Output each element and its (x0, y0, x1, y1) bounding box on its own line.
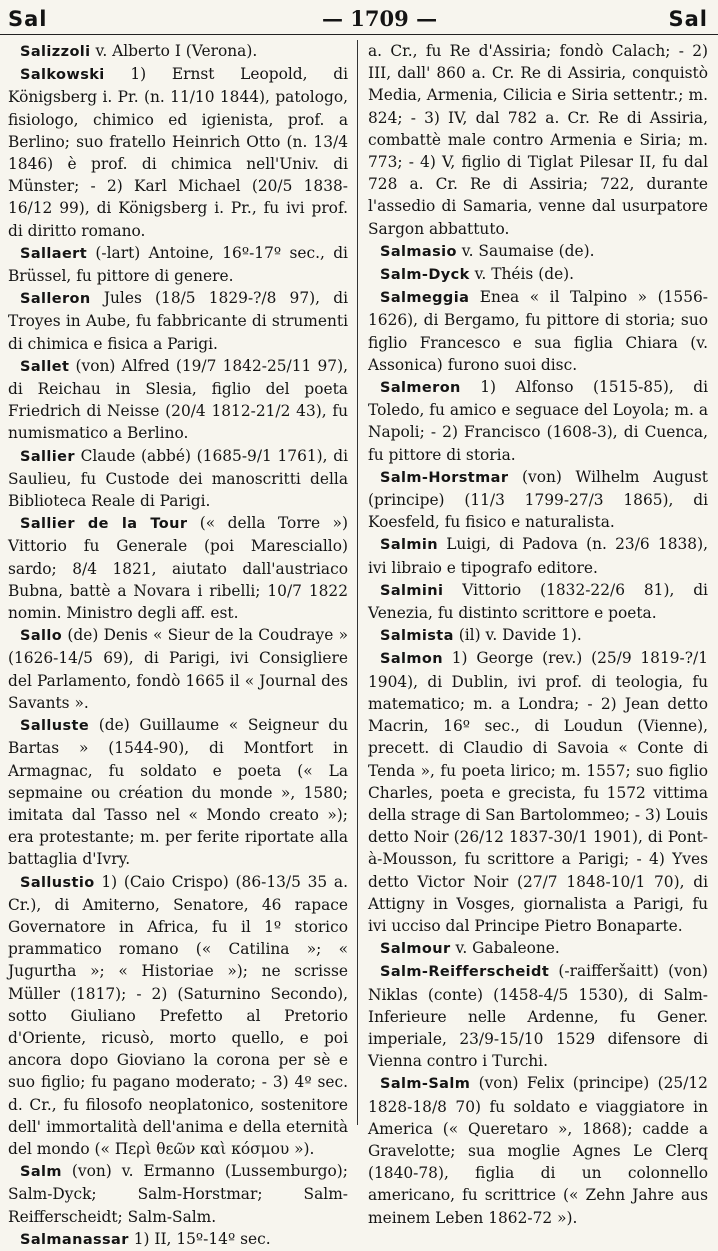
dictionary-entry (368, 624, 708, 647)
entry-text: Claude (abbé) (1685-9/1 1761), di Saulieu, fu Custode dei manoscritti della Biblioteca Reale di Parigi. (8, 446, 348, 511)
entry-text: (de) Guillaume « Seigneur du Bartas » (1544-90), di Montfort in Armagnac, fu soldato e poeta (« La sepmaine ou création du monde », 1580; imitata dal Tasso nel « Mondo creato »); era protestante; m. per ferite riportate alla battaglia d'Ivry. (8, 716, 348, 869)
entry-text: (von) Felix (principe) (25/12 1828-18/8 70) fu soldato e viaggiatore in America (« Queretaro », 1868); cadde a Gravelotte; sua moglie Agnes Le Clerq (1840-78), figlia di un colonnello americano, fu scrittrice (« Zehn Jahre aus meinem Leben 1862-72 »). (368, 1074, 708, 1227)
dictionary-entry (368, 1072, 708, 1228)
entry-headword: Sallustio (20, 874, 95, 891)
entry-text: Jules (18/5 1829-?/8 97), di Troyes in Aube, fu fabbricante di strumenti di chimica e fisica a Parigi. (8, 289, 348, 353)
dictionary-entry (8, 40, 348, 63)
entry-headword: Sallaert (20, 245, 88, 262)
entry-headword: Salm-Salm (380, 1076, 471, 1093)
entry-headword: Salizzoli (20, 44, 91, 60)
entry-headword: Salmini (380, 582, 444, 599)
entry-headword: Sallier (20, 448, 75, 465)
entry-text: 1) George (rev.) (25/9 1819-?/1 1904), di Dublin, ivi prof. di teologia, fu matematico; m. a Londra; - 2) Jean detto Macrin, 16º sec., di Loudun (Vienne), precett. di Claudio di Savoia « Conte di Tenda », fu poeta lirico; m. 1557; suo figlio Charles, poeta e grecista, fu 1572 vittima della strage di San Bartolommeo; - 3) Louis detto Noir (26/12 1837-30/1 1901), di Pont-à-Mousson, fu scrittore a Parigi; - 4) Yves detto Victor Noir (27/7 1848-10/1 70), di Attigny in Vosges, giornalista a Parigi, fu ivi ucciso dal Principe Pietro Bonaparte. (368, 649, 708, 935)
dictionary-entry (8, 445, 348, 513)
dictionary-entry (8, 63, 348, 242)
right-column (368, 40, 708, 1227)
entry-text: (von) Alfred (19/7 1842-25/11 97), di Reichau in Slesia, figlio del poeta Friedrich di Neisse (20/4 1812-21/2 43), fu numismatico a Berlino. (8, 356, 348, 443)
entry-text: (de) Denis « Sieur de la Coudraye » (1626-14/5 69), di Parigi, ivi Consigliere del Parlamento, fondò 1665 il « Journal des Savants ». (8, 626, 348, 712)
dictionary-entry (368, 263, 708, 286)
dictionary-entry (8, 871, 348, 1161)
dictionary-entry (368, 286, 708, 376)
entry-headword: Salm (20, 1164, 62, 1181)
entry-headword: Salm-Horstmar (380, 469, 509, 486)
dictionary-entry (8, 355, 348, 445)
entry-text: (von) v. Ermanno (Lussemburgo); Salm-Dyck; Salm-Horstmar; Salm-Reifferscheidt; Salm-Salm. (8, 1162, 348, 1226)
dictionary-entry (8, 512, 348, 624)
dictionary-entry (8, 624, 348, 714)
entry-headword: Salm-Dyck (380, 267, 470, 284)
left-column (8, 40, 348, 1248)
entry-text: Luigi, di Padova (n. 23/6 1838), ivi libraio e tipografo editore. (368, 535, 708, 577)
dictionary-entry (8, 714, 348, 870)
entry-text: 1) Alfonso (1515-85), di Toledo, fu amico e seguace del Loyola; m. a Napoli; - 2) Francisco (1608-3), di Cuenca, fu pittore di storia. (368, 378, 708, 464)
entry-text: (-lart) Antoine, 16º-17º sec., di Brüssel, fu pittore di genere. (8, 243, 348, 286)
dictionary-entry (8, 287, 348, 355)
entry-headword: Salmour (380, 941, 451, 958)
header-left-keyword: Sal (8, 7, 48, 31)
dictionary-entry (8, 242, 348, 287)
entry-text: a. Cr., fu Re d'Assiria; fondò Calach; - 2) III, dall' 860 a. Cr. Re di Assiria, conquistò Media, Armenia, Cilicia e Siria settentr.; m. 824; - 3) IV, dal 782 a. Cr. Re di Assiria, combattè male contro Armenia e Siria; m. 773; - 4) V, figlio di Tiglat Pilesar II, fu dal 728 a. Cr. Re di Assiria; 722, durante l'assedio di Samaria, venne dal usurpatore Sargon abbattuto. (368, 42, 708, 238)
dictionary-entry (368, 579, 708, 624)
page-number: — 1709 — (322, 6, 438, 31)
dictionary-entry (368, 647, 708, 937)
entry-headword: Salluste (20, 718, 90, 735)
header-right-keyword: Sal (668, 7, 708, 31)
entry-headword: Salmeron (380, 380, 461, 397)
entry-headword: Salmista (380, 628, 454, 645)
dictionary-entry (368, 533, 708, 578)
dictionary-entry (368, 466, 708, 534)
entry-headword: Salmeggia (380, 290, 470, 307)
entry-text: v. Saumaise (de). (461, 241, 595, 260)
entry-text: (il) v. Davide 1). (458, 626, 582, 645)
dictionary-entry (368, 960, 708, 1072)
entry-headword: Sallo (20, 628, 63, 645)
entry-headword: Salm-Reifferscheidt (380, 964, 550, 981)
entry-text: (von) Wilhelm August (principe) (11/3 1799-27/3 1865), di Koesfeld, fu fisico e naturalista. (368, 467, 708, 532)
entry-text: v. Théis (de). (474, 265, 575, 284)
entry-text: 1) II, 15º-14º sec. (133, 1229, 271, 1248)
column-divider (357, 40, 358, 1125)
entry-headword: Salleron (20, 291, 91, 308)
entry-headword: Sallier de la Tour (20, 516, 188, 533)
entry-text: v. Alberto I (Verona). (95, 42, 258, 60)
entry-text: 1) Ernst Leopold, di Königsberg i. Pr. (n. 11/10 1844), patologo, fisiologo, chimico ed igienista, prof. a Berlino; suo fratello Heinrich Otto (n. 13/4 1846) è prof. di chimica nell'Univ. di Münster; - 2) Karl Michael (20/5 1838-16/12 99), di Königsberg i. Pr., fu ivi prof. di diritto romano. (8, 65, 348, 240)
entry-text: v. Gabaleone. (455, 939, 560, 958)
entry-text: (-raifferšaitt) (von) Niklas (conte) (1458-4/5 1530), di Salm-Inferieure nelle Ardenne, fu Gener. imperiale, 23/9-15/10 1529 difensore di Vienna contro i Turchi. (368, 962, 708, 1071)
dictionary-entry (368, 376, 708, 466)
entry-headword: Salmanassar (20, 1231, 129, 1248)
entry-headword: Salkowski (20, 67, 105, 84)
entry-headword: Salmin (380, 537, 438, 554)
entry-headword: Sallet (20, 358, 70, 375)
dictionary-entry (8, 1228, 348, 1251)
entry-text: Vittorio (1832-22/6 81), di Venezia, fu distinto scrittore e poeta. (368, 580, 708, 623)
dictionary-entry (368, 937, 708, 960)
entry-headword: Salmasio (380, 243, 457, 260)
dictionary-entry (368, 40, 708, 240)
entry-text: (« della Torre ») Vittorio fu Generale (poi Maresciallo) sardo; 8/4 1821, aiutato dall'austriaco Bubna, battè a Novara i ribelli; 10/7 1822 nomin. Ministro degli aff. est. (8, 514, 348, 623)
entry-text: Enea « il Talpino » (1556-1626), di Bergamo, fu pittore di storia; suo figlio Francesco e sua figlia Chiara (v. Assonica) furono suoi disc. (368, 288, 708, 374)
entry-headword: Salmon (380, 651, 443, 668)
running-header (0, 6, 718, 35)
entry-text: 1) (Caio Crispo) (86-13/5 35 a. Cr.), di Amiterno, Senatore, 46 rapace Governatore in Africa, fu il 1º storico prammatico romano (« Catilina »; « Jugurtha »; « Historiae »); ne scrisse Müller (1817); - 2) (Saturnino Secondo), sotto Giuliano Prefetto al Pretorio d'Oriente, ricusò, morto quello, e poi ancora dopo Gioviano la corona per sè e suo figlio; fu pagano moderato; - 3) 4º sec. d. Cr., fu filosofo neoplatonico, sostenitore dell' immortalità dell'anima e della eternità del mondo (« Περὶ θεῶν καὶ κόσμου »). (8, 872, 348, 1158)
dictionary-entry (368, 240, 708, 263)
dictionary-entry (8, 1160, 348, 1228)
